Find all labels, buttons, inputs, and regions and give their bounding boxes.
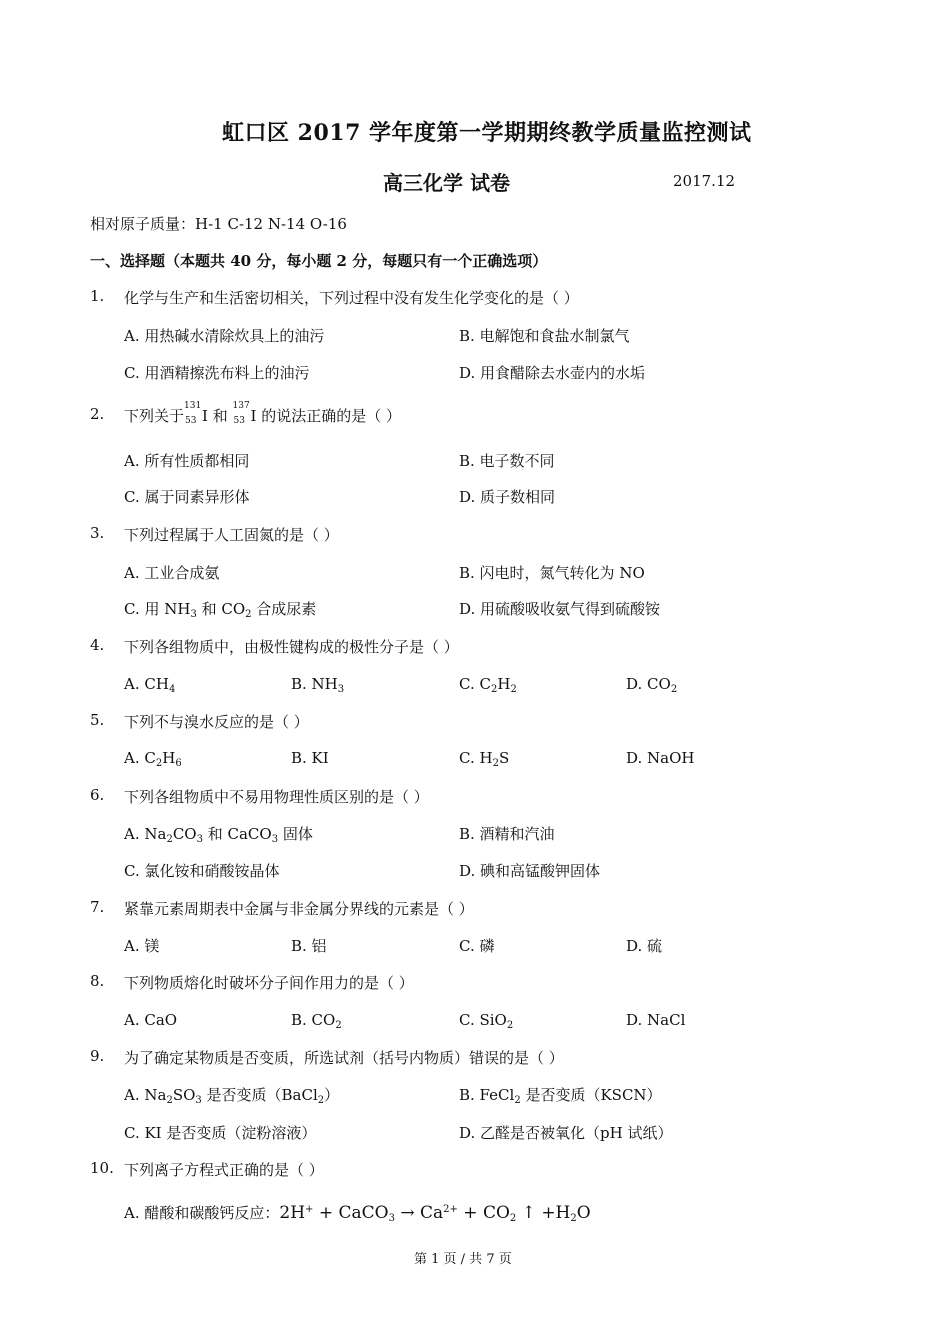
option-a: A. $Na_2SO_3$ 是否变质（BaCl$_2$） xyxy=(124,1086,340,1106)
option-a: A. 镁 xyxy=(124,937,160,955)
question-number: 5. xyxy=(90,711,105,729)
option-a: A. 所有性质都相同 xyxy=(124,452,250,470)
option-d: D. 乙醛是否被氧化（pH 试纸） xyxy=(459,1124,673,1142)
option-d: D. NaOH xyxy=(626,749,695,767)
question-stem: 紧靠元素周期表中金属与非金属分界线的元素是（ ） xyxy=(124,900,474,918)
option-d: D. 碘和高锰酸钾固体 xyxy=(459,862,601,880)
question-number: 9. xyxy=(90,1047,105,1065)
option-c: C. 用酒精擦洗布料上的油污 xyxy=(124,364,310,382)
option-c: C. $H_2S$ xyxy=(459,749,510,769)
option-b: B. 酒精和汽油 xyxy=(459,825,555,843)
option-a: A. $Na_2CO_3$ 和 CaCO$_3$ 固体 xyxy=(124,825,313,845)
option-c: C. 用 $NH_3$ 和 $CO_2$ 合成尿素 xyxy=(124,600,317,620)
option-b: B. 铝 xyxy=(291,937,327,955)
option-a: A. 用热碱水清除炊具上的油污 xyxy=(124,327,325,345)
question-stem: 下列不与溴水反应的是（ ） xyxy=(124,713,309,731)
atomic-mass-line: 相对原子质量：H-1 C-12 N-14 O-16 xyxy=(90,215,347,233)
question-stem: 为了确定某物质是否变质，所选试剂（括号内物质）错误的是（ ） xyxy=(124,1049,564,1067)
question-stem: 化学与生产和生活密切相关，下列过程中没有发生化学变化的是（ ） xyxy=(124,289,579,307)
question-stem: 下列离子方程式正确的是（ ） xyxy=(124,1161,324,1179)
question-number: 8. xyxy=(90,972,105,990)
exam-subtitle: 高三化学 试卷 xyxy=(383,171,510,195)
option-b: B. KI xyxy=(291,749,329,767)
option-c: C. 磷 xyxy=(459,937,495,955)
question-stem: 下列物质熔化时破坏分子间作用力的是（ ） xyxy=(124,974,414,992)
option-b: B. 电子数不同 xyxy=(459,452,555,470)
option-a: A. 工业合成氨 xyxy=(124,564,220,582)
option-d: D. NaCl xyxy=(626,1011,686,1029)
question-stem: 下列关于 131 53 I 和 137 53 I 的说法正确的是（ ） xyxy=(124,401,401,426)
question-number: 4. xyxy=(90,636,105,654)
option-d: D. 用硫酸吸收氨气得到硫酸铵 xyxy=(459,600,661,618)
exam-title: 虹口区 2017 学年度第一学期期终教学质量监控测试 xyxy=(222,120,752,146)
option-b: B. $NH_3$ xyxy=(291,675,345,695)
option-c: C. 属于同素异形体 xyxy=(124,488,250,506)
option-a: A. CaO xyxy=(124,1011,178,1029)
question-stem: 下列各组物质中不易用物理性质区别的是（ ） xyxy=(124,788,429,806)
option-b: B. FeCl$_2$ 是否变质（KSCN） xyxy=(459,1086,662,1106)
option-b: B. 闪电时，氮气转化为 NO xyxy=(459,564,645,582)
option-c: C. KI 是否变质（淀粉溶液） xyxy=(124,1124,317,1142)
option-a: A. 醋酸和碳酸钙反应：2H+ + CaCO$_3$ → $Ca^{2+} + CO_2$ ↑ $+H_2O$ xyxy=(124,1203,591,1224)
option-c: C. SiO$_2$ xyxy=(459,1011,514,1031)
exam-date: 2017.12 xyxy=(673,172,736,190)
question-number: 2. xyxy=(90,405,105,423)
isotope-137: 137 53 xyxy=(232,401,250,426)
option-d: D. 质子数相同 xyxy=(459,488,556,506)
question-number: 10. xyxy=(90,1159,114,1177)
isotope-131: 131 53 xyxy=(184,401,202,426)
option-c: C. 氯化铵和硝酸铵晶体 xyxy=(124,862,280,880)
option-d: D. 硫 xyxy=(626,937,663,955)
question-stem: 下列各组物质中，由极性键构成的极性分子是（ ） xyxy=(124,638,459,656)
question-number: 6. xyxy=(90,786,105,804)
option-a: A. $C_2H_6$ xyxy=(124,749,182,769)
question-stem: 下列过程属于人工固氮的是（ ） xyxy=(124,526,339,544)
option-b: B. $CO_2$ xyxy=(291,1011,342,1031)
page-footer: 第 1 页 / 共 7 页 xyxy=(414,1252,512,1267)
question-number: 1. xyxy=(90,287,105,305)
question-number: 7. xyxy=(90,898,105,916)
option-a: A. $CH_4$ xyxy=(124,675,176,695)
option-c: C. $C_2H_2$ xyxy=(459,675,517,695)
section-heading: 一、选择题（本题共 40 分，每小题 2 分，每题只有一个正确选项） xyxy=(90,252,548,270)
option-d: D. 用食醋除去水壶内的水垢 xyxy=(459,364,646,382)
option-b: B. 电解饱和食盐水制氯气 xyxy=(459,327,630,345)
question-number: 3. xyxy=(90,524,105,542)
option-d: D. $CO_2$ xyxy=(626,675,678,695)
ionic-equation: 2H+ + CaCO$_3$ → $Ca^{2+} + CO_2$ ↑ $+H_2O$ xyxy=(279,1203,591,1224)
